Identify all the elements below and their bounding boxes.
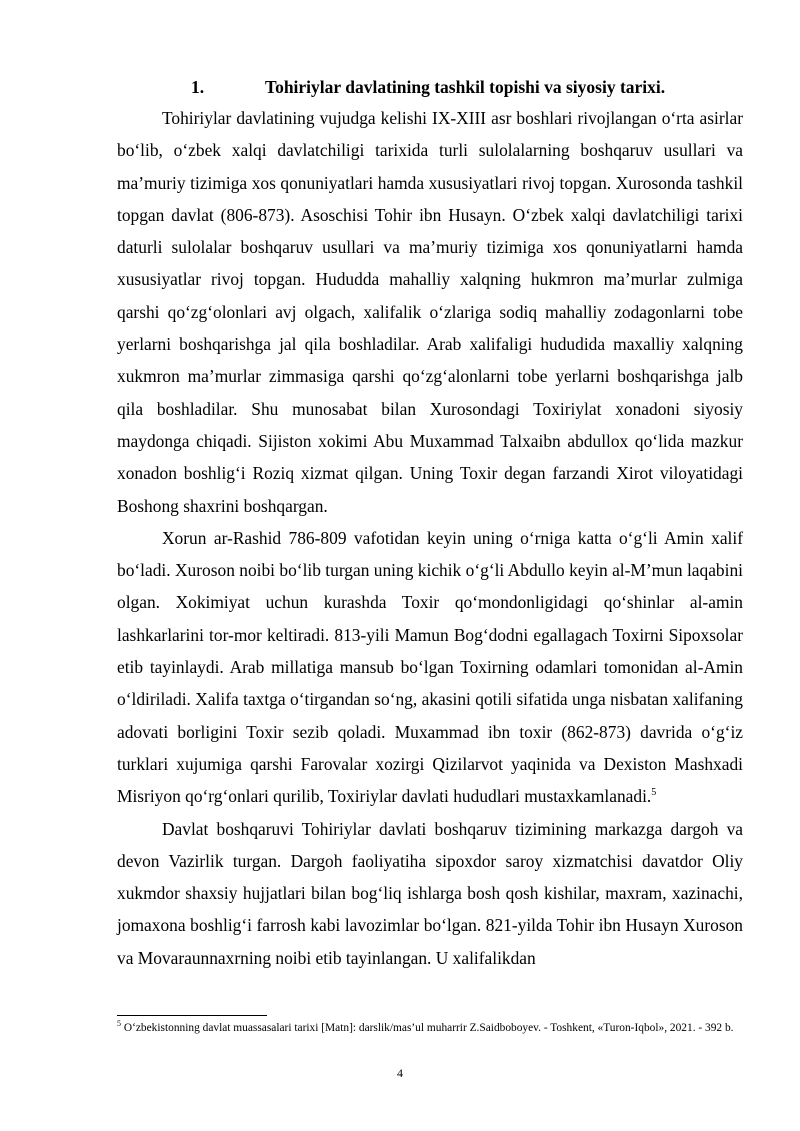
- paragraph-1: Tohiriylar davlatining vujudga kelishi IX-XIII asr boshlari rivojlangan o‘rta asirlar bo‘lib, o‘zbek xalqi davlatchiligi tarixida turli sulolalarning boshqaruv usullari va ma’muriy tizimiga xos qonuniyatlari hamda xususiyatlari rivoj topgan. Xurosonda tashkil topgan davlat (806-873). Asoschisi Tohir ibn Husayn. O‘zbek xalqi davlatchiligi tarixi daturli sulolalar boshqaruv usullari va ma’muriy tizimiga xos qonuniyatlarni hamda xususiyatlar rivoj topgan. Hududda mahalliy xalqning hukmron ma’murlar zulmiga qarshi qo‘zg‘olonlari avj olgach, xalifalik o‘zlariga sodiq mahalliy zodagonlarni tobe yerlarni boshqarishga jal qila boshladilar. Arab xalifaligi hududida maxalliy xalqning xukmron ma’murlar zimmasiga qarshi qo‘zg‘alonlarni tobe yerlarni boshqarishga jalb qila boshladilar. Shu munosabat bilan Xurosondagi Toxiriylat xonadoni siyosiy maydonga chiqadi. Sijiston xokimi Abu Muxammad Talxaibn abdullox qo‘lida mazkur xonadon boshlig‘i Roziq xizmat qilgan. Uning Toxir degan farzandi Xirot viloyatidagi Boshong shaxrini boshqargan.: [117, 108, 743, 516]
- paragraph-2: [117, 522, 743, 813]
- section-heading: [118, 74, 758, 100]
- body-text: [117, 102, 743, 974]
- paragraph-2-text: Xorun ar-Rashid 786-809 vafotidan keyin uning o‘rniga katta o‘g‘li Amin xalif bo‘ladi. Xuroson noibi bo‘lib turgan uning kichik o‘g‘li Abdullo keyin al-M’mun laqabini olgan. Xokimiyat uchun kurashda Toxir qo‘mondonligidagi qo‘shinlar al-amin lashkarlarini tor-mor keltiradi. 813-yili Mamun Bog‘dodni egallagach Toxirni Sipoxsolar etib tayinlaydi. Arab millatiga mansub bo‘lgan Toxirning odamlari tomonidan al-Amin o‘ldiriladi. Xalifa taxtga o‘tirgandan so‘ng, akasini qotili sifatida unga nisbatan xalifaning adovati borligini Toxir sezib qoladi. Muxammad ibn toxir (862-873) davrida o‘g‘iz turklari xujumiga qarshi Farovalar xozirgi Qizilarvot yaqinida va Dexiston Mashxadi Misriyon qo‘rg‘onlari qurilib, Toxiriylar davlati hududlari mustaxkamlanadi.: [117, 527, 743, 807]
- paragraph-3: Davlat boshqaruvi Tohiriylar davlati boshqaruv tizimining markazga dargoh va devon Vazirlik turgan. Dargoh faoliyatiha sipoxdor saroy xizmatchisi davatdor Oliy xukmdor shaxsiy hujjatlari bilan bog‘liq ishlarga bosh qosh kishilar, maxram, xazinachi, jomaxona boshlig‘i farrosh kabi lavozimlar bo‘lgan. 821-yilda Tohir ibn Husayn Xuroson va Movaraunnaxrning noibi etib tayinlangan. U xalifalikdan: [117, 818, 743, 968]
- footnote-separator: [117, 1015, 267, 1016]
- footnote-text: O‘zbekistonning davlat muassasalari tarixi [Matn]: darslik/mas’ul muharrir Z.Saidboboyev. - Toshkent, «Turon-Iqbol», 2021. - 392 b.: [121, 1022, 734, 1034]
- footnote-mark: 5: [117, 1019, 121, 1029]
- section-title: Tohiriylar davlatining tashkil topishi va siyosiy tarixi.: [265, 77, 666, 97]
- section-number: 1.: [191, 77, 205, 97]
- footnote: [117, 1020, 743, 1037]
- page-number: 4: [397, 1066, 403, 1080]
- footnote-reference: 5: [651, 787, 657, 799]
